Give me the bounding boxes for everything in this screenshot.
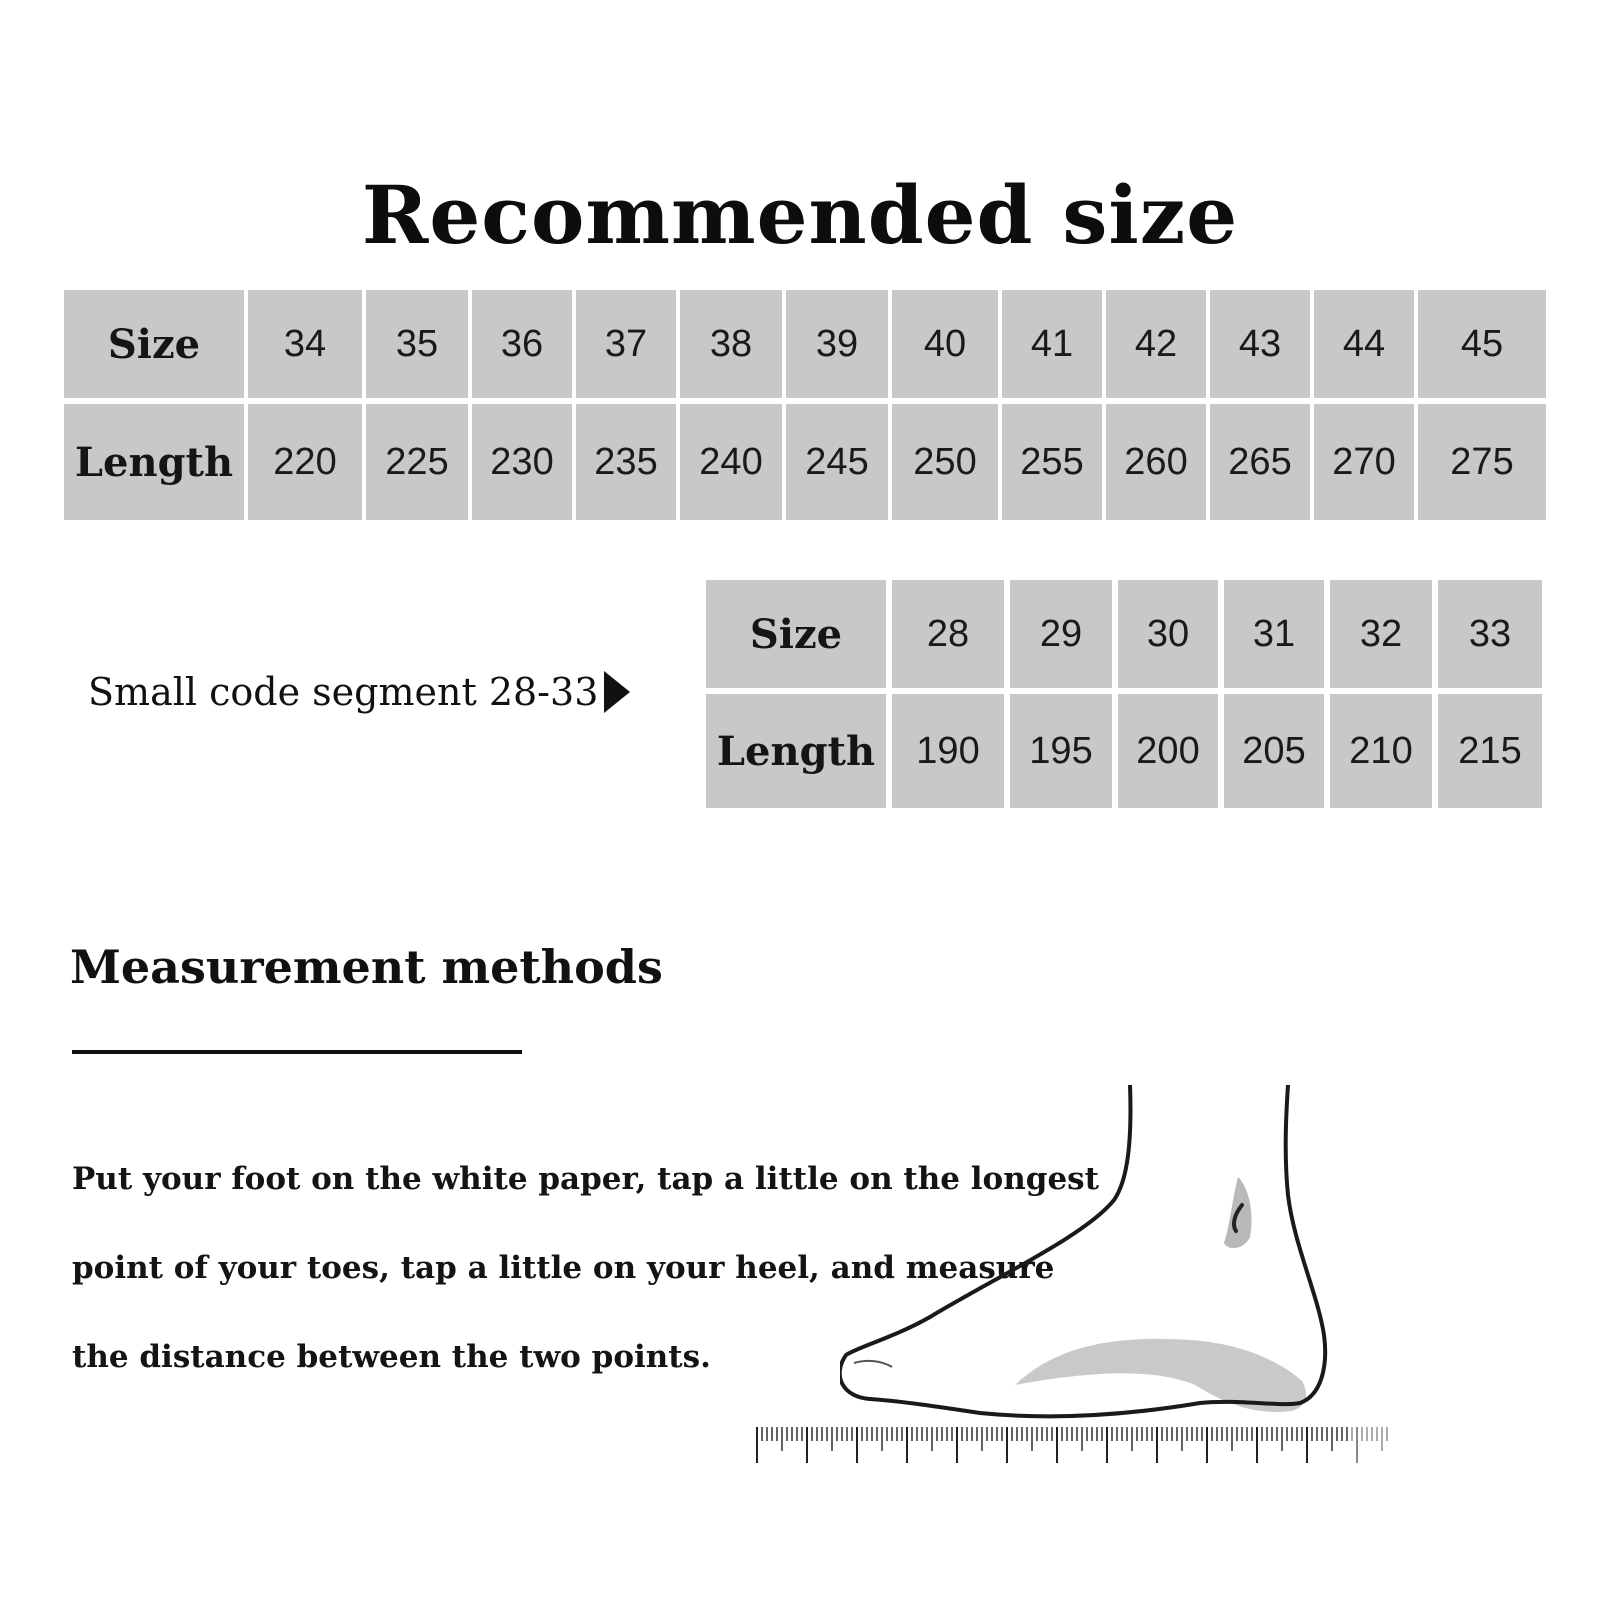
size-cell-35: 35 bbox=[366, 290, 468, 398]
right-triangle-arrow-icon bbox=[604, 671, 630, 713]
title-underline bbox=[72, 1050, 522, 1054]
size-cell-37: 37 bbox=[576, 290, 676, 398]
small-size-cell-29: 29 bbox=[1010, 580, 1112, 688]
size-cell-42: 42 bbox=[1106, 290, 1206, 398]
length-cell-225: 225 bbox=[366, 404, 468, 520]
foot-illustration bbox=[840, 1085, 1360, 1430]
small-size-cell-32: 32 bbox=[1330, 580, 1432, 688]
length-cell-230: 230 bbox=[472, 404, 572, 520]
instruction-line: the distance between the two points. bbox=[72, 1339, 711, 1375]
small-size-cell-33: 33 bbox=[1438, 580, 1542, 688]
small-length-cell-215: 215 bbox=[1438, 694, 1542, 808]
size-cell-40: 40 bbox=[892, 290, 998, 398]
size-cell-38: 38 bbox=[680, 290, 782, 398]
size-row bbox=[64, 290, 1546, 398]
length-cell-245: 245 bbox=[786, 404, 888, 520]
length-cell-255: 255 bbox=[1002, 404, 1102, 520]
page-title: Recommended size bbox=[361, 168, 1239, 262]
small-length-cell-205: 205 bbox=[1224, 694, 1324, 808]
length-cell-235: 235 bbox=[576, 404, 676, 520]
length-cell-275: 275 bbox=[1418, 404, 1546, 520]
ruler-illustration bbox=[755, 1425, 1395, 1473]
length-cell-220: 220 bbox=[248, 404, 362, 520]
toe-line bbox=[854, 1361, 892, 1367]
arch-shading bbox=[1015, 1339, 1306, 1412]
adult-size-table bbox=[64, 290, 1546, 520]
size-cell-39: 39 bbox=[786, 290, 888, 398]
size-cell-43: 43 bbox=[1210, 290, 1310, 398]
length-cell-260: 260 bbox=[1106, 404, 1206, 520]
measurement-title: Measurement methods bbox=[70, 940, 663, 994]
length-cell-265: 265 bbox=[1210, 404, 1310, 520]
length-cell-270: 270 bbox=[1314, 404, 1414, 520]
size-cell-45: 45 bbox=[1418, 290, 1546, 398]
small-size-cell-31: 31 bbox=[1224, 580, 1324, 688]
length-row bbox=[64, 404, 1546, 520]
length-header-cell: Length bbox=[64, 404, 244, 520]
small-segment-text: Small code segment 28-33 bbox=[88, 670, 599, 714]
instruction-line: point of your toes, tap a little on your heel, and measure bbox=[72, 1250, 1055, 1286]
small-length-cell-190: 190 bbox=[892, 694, 1004, 808]
size-cell-36: 36 bbox=[472, 290, 572, 398]
small-size-cell-30: 30 bbox=[1118, 580, 1218, 688]
length-cell-240: 240 bbox=[680, 404, 782, 520]
small-size-row bbox=[706, 580, 1542, 688]
small-size-cell-28: 28 bbox=[892, 580, 1004, 688]
size-cell-41: 41 bbox=[1002, 290, 1102, 398]
small-segment-label bbox=[88, 670, 630, 714]
small-size-table bbox=[706, 580, 1542, 808]
size-cell-44: 44 bbox=[1314, 290, 1414, 398]
size-cell-34: 34 bbox=[248, 290, 362, 398]
small-length-cell-195: 195 bbox=[1010, 694, 1112, 808]
small-length-cell-200: 200 bbox=[1118, 694, 1218, 808]
size-header-cell: Size bbox=[64, 290, 244, 398]
small-length-row bbox=[706, 694, 1542, 808]
small-size-header-cell: Size bbox=[706, 580, 886, 688]
instruction-line: Put your foot on the white paper, tap a little on the longest bbox=[72, 1161, 1099, 1197]
length-cell-250: 250 bbox=[892, 404, 998, 520]
small-length-header-cell: Length bbox=[706, 694, 886, 808]
small-length-cell-210: 210 bbox=[1330, 694, 1432, 808]
